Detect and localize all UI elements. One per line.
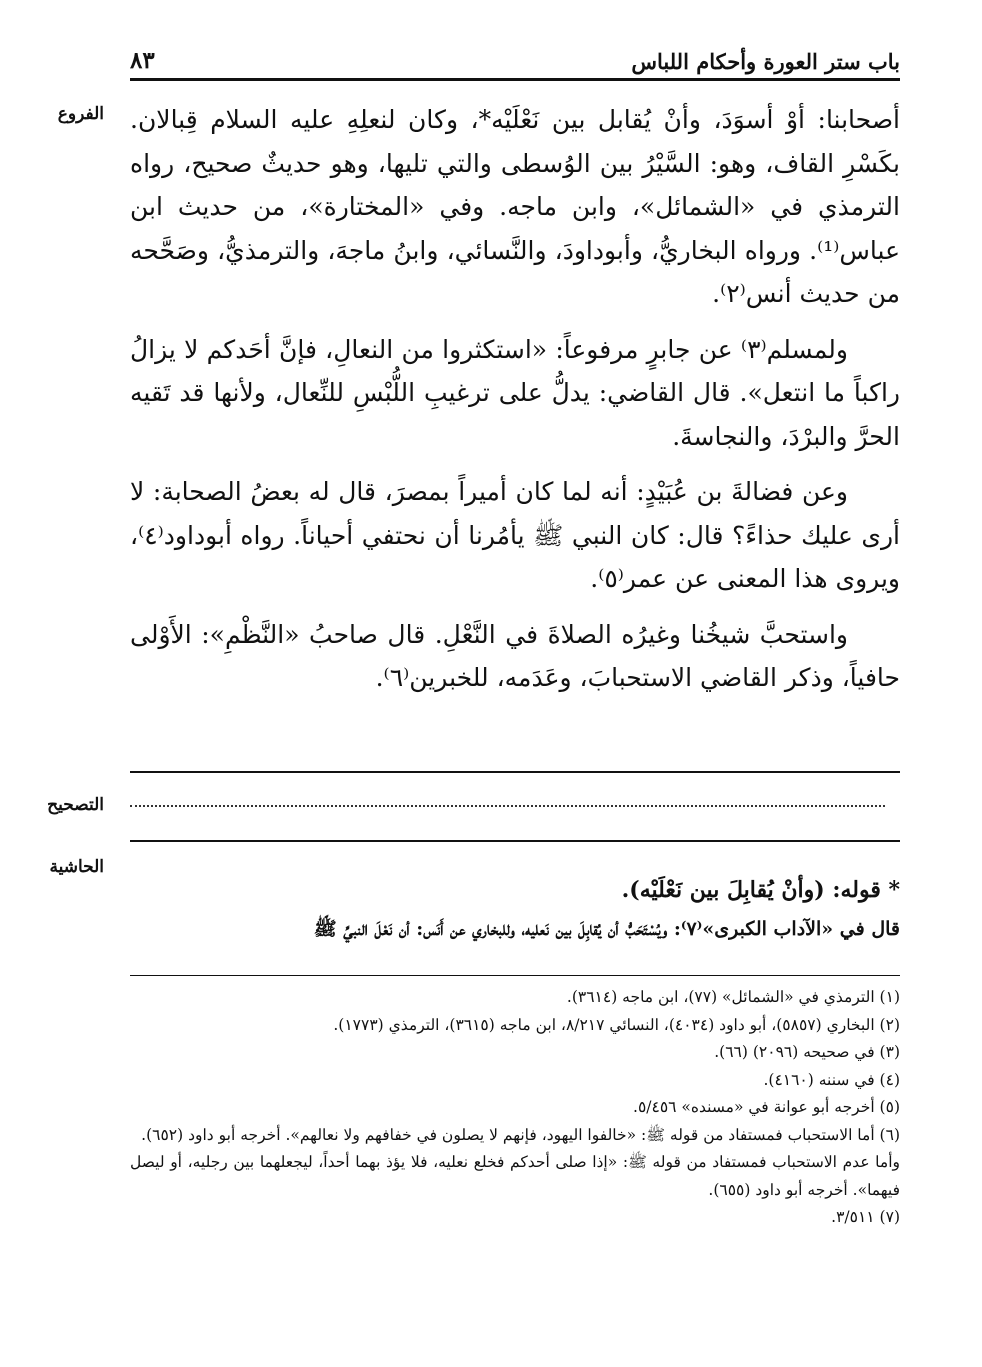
footnote-separator [130, 975, 900, 976]
paragraph-2: ولمسلم⁽٣⁾ عن جابرٍ مرفوعاً: «استكثروا من النعالِ، فإنَّ أحَدكم لا يزالُ راكباً ما انتعل». قال القاضي: يدلُّ على ترغيبِ اللُّبْسِ للنِّعال، ولأنها قد تَقيه الحرَّ والبرْدَ، والنجاسةَ. [130, 334, 900, 451]
page-number: ٨٣ [130, 47, 155, 74]
hashiya-section [130, 870, 900, 948]
main-text [130, 98, 900, 712]
footnote-2: (٢) البخاري (٥٨٥٧)، أبو داود (٤٠٣٤)، النسائي ٨/٢١٧، ابن ماجه (٣٦١٥)، الترمذي (١٧٧٣). [333, 1015, 900, 1034]
paragraph-3: وعن فضالةَ بن عُبَيْدٍ: أنه لما كان أميراً بمصرَ، قال له بعضُ الصحابة: لا أرى عليك حذاءً؟ قال: كان النبي ﷺ يأمُرنا أن نحتفي أحياناً. رواه أبوداود⁽٤⁾، ويروى هذا المعنى عن عمر⁽٥⁾. [130, 477, 900, 593]
side-label-hashiya: الحاشية [49, 857, 104, 877]
footnotes [130, 984, 900, 1232]
running-title: باب ستر العورة وأحكام اللباس [631, 49, 900, 74]
paragraph-4: واستحبَّ شيخُنا وغيرُه الصلاةَ في النَّعْلِ. قال صاحبُ «النَّظْمِ»: الأَوْلى حافياً، وذكر القاضي الاستحبابَ، وعَدَمه، للخبرين⁽٦⁾. [130, 619, 900, 692]
footnote-6-continued: وأما عدم الاستحباب فمستفاد من قوله ﷺ: «إذا صلى أحدكم فخلع نعليه، فلا يؤذ بهما أحداً، ليجعلهما بين رجليه، أو ليصل فيهما». أخرجه أبو داود (٦٥٥). [130, 1153, 900, 1199]
footnote-5: (٥) أخرجه أبو عوانة في «مسنده» ٥/٤٥٦. [633, 1098, 900, 1116]
rule-above-tashih [130, 771, 900, 773]
paragraph-1: أصحابنا: أوْ أسوَدَ، وأنْ يُقابل بين نَعْلَيْه*، وكان لنعلِهِ عليه السلام قِبالان. بكَسْرِ القاف، وهو: السَّيْرُ بين الوُسطى والتي تليها، وهو حديثٌ صحيح، رواه الترمذي في «الشمائل»، وابن ماجه. وفي «المختارة»، من حديث ابن عباس⁽¹⁾. ورواه البخاريُّ، وأبوداودَ، والنَّسائي، وابنُ ماجهَ، والترمذيُّ، وصَحَّحه من حديث أنس⁽٢⁾. [130, 105, 900, 308]
footnote-4: (٤) في سننه (٤١٦٠). [763, 1070, 900, 1089]
hashiya-heading: * قوله: (وأنْ يُقابِلَ بين نَعْلَيْه). [621, 877, 900, 903]
footnote-7: (٧) ٣/٥١١. [831, 1208, 900, 1226]
footnote-3: (٣) في صحيحه (٢٠٩٦) (٦٦). [714, 1043, 900, 1061]
hashiya-body: قال في «الآداب الكبرى»⁽٧⁾: ويُسْتَحَبُّ أن يُقابِلَ بين نَعليه، وللبخاري عن أَنَس: أن نَعْلَ النبيِّ ﷺ [313, 918, 900, 940]
footnote-1: (١) الترمذي في «الشمائل» (٧٧)، ابن ماجه (٣٦١٤). [566, 988, 900, 1006]
page-header [130, 34, 900, 81]
footnote-6: (٦) أما الاستحباب فمستفاد من قوله ﷺ: «خالفوا اليهود، فإنهم لا يصلون في خفافهم ولا نعالهم». أخرجه أبو داود (٦٥٢). [141, 1125, 900, 1144]
side-label-tashih: التصحيح [47, 795, 104, 815]
tashih-dotted-line [130, 805, 885, 807]
rule-above-hashiya [130, 840, 900, 842]
side-label-furu: الفروع [57, 104, 104, 124]
